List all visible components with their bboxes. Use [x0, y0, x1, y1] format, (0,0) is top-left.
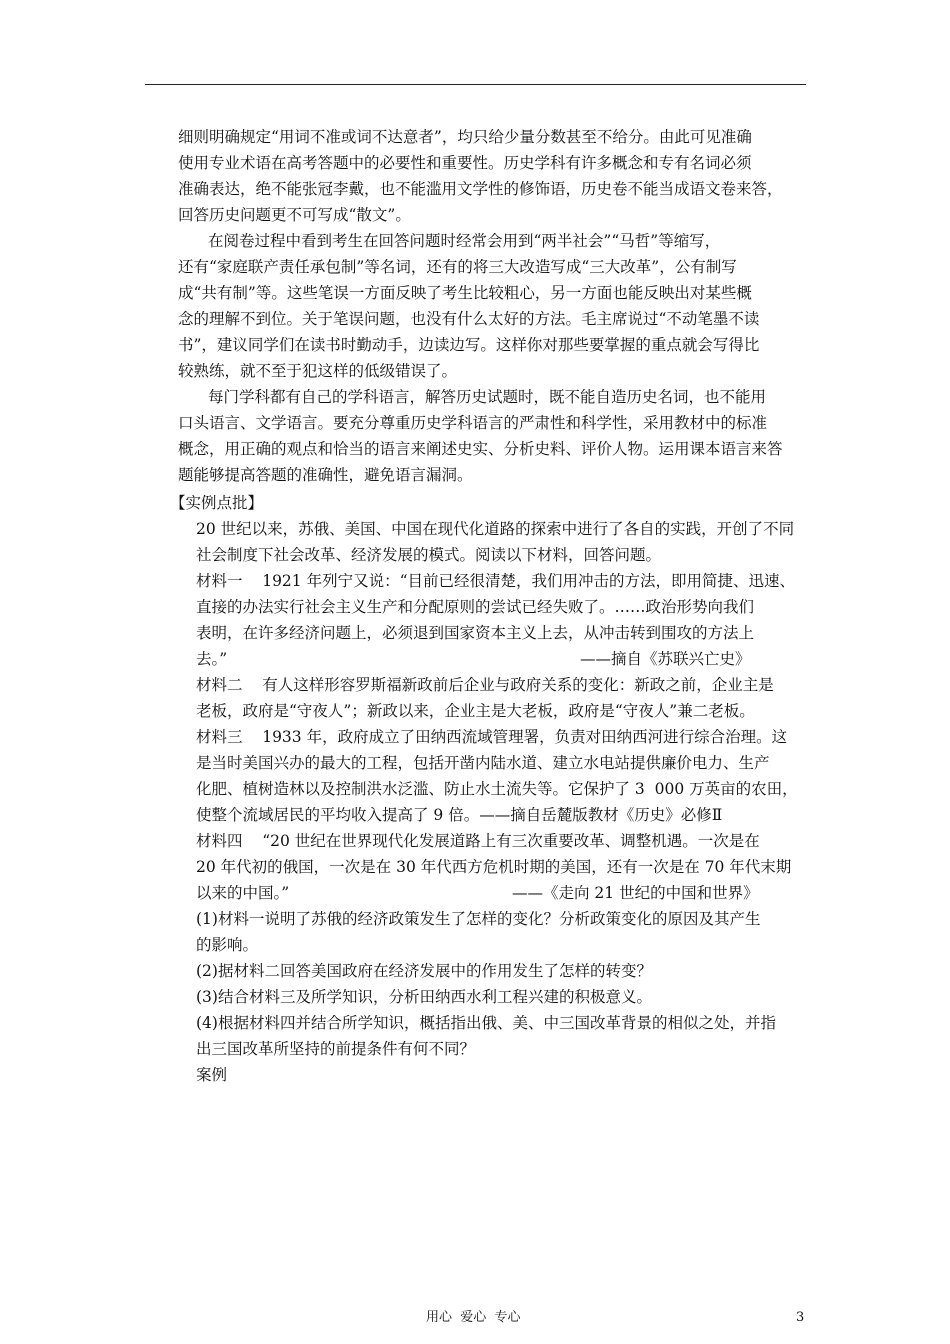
text-line: 较熟练，就不至于犯这样的低级错误了。 — [178, 362, 458, 380]
question-line: 的影响。 — [196, 936, 259, 954]
text-line: 材料一 1921 年列宁又说：“目前已经很清楚，我们用冲击的方法，即用简捷、迅速、 — [196, 572, 796, 590]
text-line: 去。” — [196, 650, 228, 668]
text-line: 表明，在许多经济问题上，必须退到国家资本主义上去，从冲击转到围攻的方法上 — [196, 624, 755, 642]
text-line: 题能够提高答题的准确性，避免语言漏洞。 — [178, 466, 473, 484]
text-line: 20 世纪以来，苏俄、美国、中国在现代化道路的探索中进行了各自的实践，开创了不同 — [196, 520, 795, 538]
question-line: 出三国改革所坚持的前提条件有何不同？ — [196, 1040, 476, 1058]
case-label: 案例 — [196, 1066, 228, 1084]
text-line: 回答历史问题更不可写成“散文”。 — [178, 206, 411, 224]
question-line: (1)材料一说明了苏俄的经济政策发生了怎样的变化？分析政策变化的原因及其产生 — [196, 910, 761, 928]
text-line: 念的理解不到位。关于笔误问题，也没有什么太好的方法。毛主席说过“不动笔墨不读 — [178, 310, 760, 328]
text-line: 使整个流域居民的平均收入提高了 9 倍。——摘自岳麓版教材《历史》必修Ⅱ — [196, 806, 723, 824]
question-line: (3)结合材料三及所学知识，分析田纳西水利工程兴建的积极意义。 — [196, 988, 652, 1006]
text-line: 20 年代初的俄国，一次是在 30 年代西方危机时期的美国，还有一次是在 70 年代末期 — [196, 858, 792, 876]
page-footer — [0, 1308, 950, 1328]
question-line: (2)据材料二回答美国政府在经济发展中的作用发生了怎样的转变？ — [196, 962, 652, 980]
text-line: 材料三 1933 年，政府成立了田纳西流域管理署，负责对田纳西河进行综合治理。这 — [196, 728, 788, 746]
text-line: 材料二 有人这样形容罗斯福新政前后企业与政府关系的变化：新政之前，企业主是 — [196, 676, 774, 694]
text-line: 社会制度下社会改革、经济发展的模式。阅读以下材料，回答问题。 — [196, 546, 662, 564]
material-one-source: ——摘自《苏联兴亡史》 — [580, 650, 751, 668]
text-line: 准确表达，绝不能张冠李戴，也不能滥用文学性的修饰语，历史卷不能当成语文卷来答， — [178, 180, 783, 198]
text-line: 老板，政府是“守夜人”；新政以来，企业主是大老板，政府是“守夜人”兼二老板。 — [196, 702, 755, 720]
text-line: 还有“家庭联产责任承包制”等名词，还有的将三大改造写成“三大改革”，公有制写 — [178, 258, 737, 276]
material-four-source: ——《走向 21 世纪的中国和世界》 — [512, 884, 759, 902]
question-line: (4)根据材料四并结合所学知识，概括指出俄、美、中三国改革背景的相似之处，并指 — [196, 1014, 776, 1032]
header-rule — [145, 84, 806, 85]
text-line: 材料四 “20 世纪在世界现代化发展道路上有三次重要改革、调整机遇。一次是在 — [196, 832, 760, 850]
text-line: 书”，建议同学们在读书时勤动手，边读边写。这样你对那些要掌握的重点就会写得比 — [178, 336, 760, 354]
text-line: 在阅卷过程中看到考生在回答问题时经常会用到“两半社会”“马哲”等缩写， — [208, 232, 721, 250]
text-line: 细则明确规定“用词不准或词不达意者”，均只给少量分数甚至不给分。由此可见准确 — [178, 128, 752, 146]
footer-motto: 用心 爱心 专心 — [426, 1310, 521, 1325]
text-line: 成“共有制”等。这些笔误一方面反映了考生比较粗心，另一方面也能反映出对某些概 — [178, 284, 752, 302]
text-line: 以来的中国。” — [196, 884, 290, 902]
section-heading-text: 【实例点批】 — [170, 494, 264, 512]
text-line: 是当时美国兴办的最大的工程，包括开凿内陆水道、建立水电站提供廉价电力、生产 — [196, 754, 770, 772]
text-line: 口头语言、文学语言。要充分尊重历史学科语言的严肃性和科学性，采用教材中的标准 — [178, 414, 768, 432]
text-line: 每门学科都有自己的学科语言，解答历史试题时，既不能自造历史名词，也不能用 — [208, 388, 767, 406]
page-number: 3 — [796, 1310, 805, 1325]
text-line: 直接的办法实行社会主义生产和分配原则的尝试已经失败了。……政治形势向我们 — [196, 598, 755, 616]
text-line: 使用专业术语在高考答题中的必要性和重要性。历史学科有许多概念和专有名词必须 — [178, 154, 752, 172]
text-line: 化肥、植树造林以及控制洪水泛滥、防止水土流失等。它保护了 3 000 万英亩的农田， — [196, 780, 798, 798]
text-line: 概念，用正确的观点和恰当的语言来阐述史实、分析史料、评价人物。运用课本语言来答 — [178, 440, 783, 458]
